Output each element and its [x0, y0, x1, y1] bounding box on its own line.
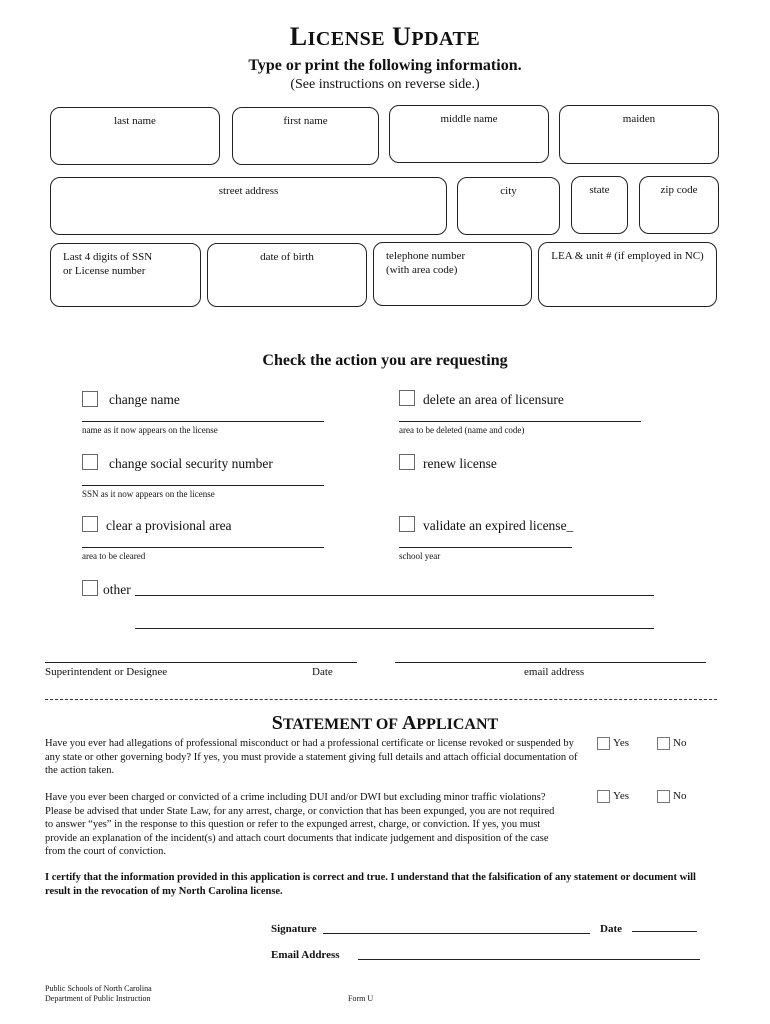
middle-name-field[interactable]: [389, 105, 549, 163]
criminal-yes-checkbox[interactable]: [597, 790, 610, 803]
statement-title: STATEMENT OF APPLICANT: [271, 712, 499, 734]
other-label: other: [103, 582, 131, 597]
form-subtitle: Type or print the following information.: [248, 57, 522, 74]
criminal-no-label: No: [673, 790, 687, 802]
question-criminal-detail: Please be advised that under State Law, for any arrest, charge, or conviction that has been expunged, you are not required to answer “yes” in the response to this question or refer to the expunged arrest, charge, or conviction. If yes, you must provide an explanation of the incident(s) and attach court documents that indicate judgement and disposition of the case from the court of conviction.: [45, 805, 555, 857]
city-field[interactable]: [457, 177, 560, 235]
superintendent-label: Superintendent or Designee: [45, 666, 168, 678]
date-of-birth-label: date of birth: [260, 251, 314, 263]
certification-statement: I certify that the information provided in this application is correct and true. I understand that the falsification of any statement or document will result in the revocation of my North Carolina license.: [45, 872, 696, 897]
last-name-field[interactable]: [50, 107, 220, 165]
maiden-name-field[interactable]: [559, 105, 719, 164]
change-ssn-line[interactable]: [82, 485, 324, 486]
superintendent-signature-line[interactable]: [45, 662, 357, 663]
ssn-input[interactable]: [59, 280, 192, 300]
superintendent-email-label: email address: [524, 666, 585, 678]
superintendent-email-line[interactable]: [395, 662, 706, 663]
clear-provisional-note: area to be cleared: [82, 551, 146, 561]
zip-code-field[interactable]: [639, 176, 719, 234]
delete-area-checkbox[interactable]: [399, 390, 415, 406]
telephone-input[interactable]: [382, 279, 523, 299]
superintendent-date-label: Date: [312, 666, 333, 678]
change-name-note: name as it now appears on the license: [82, 425, 218, 435]
date-of-birth-input[interactable]: [216, 280, 358, 300]
first-name-input[interactable]: [241, 138, 370, 158]
date-of-birth-field[interactable]: [207, 243, 367, 307]
footer-line-2: Department of Public Instruction: [45, 994, 151, 1003]
maiden-name-label: maiden: [622, 113, 656, 125]
state-label: state: [589, 184, 610, 196]
question-misconduct: Have you ever had allegations of professional misconduct or had a professional certificate or license revoked or suspended by any state or other governing body? If yes, you must provide a statement giving full details and attach official documentation of the action taken.: [45, 738, 578, 776]
lea-unit-label: LEA & unit # (if employed in NC): [551, 250, 704, 262]
clear-provisional-checkbox[interactable]: [82, 516, 98, 532]
form-title: LICENSE UPDATE: [289, 22, 481, 51]
validate-expired-label: validate an expired license_: [423, 518, 574, 533]
signature-label: Signature: [271, 923, 317, 935]
misconduct-yes-checkbox[interactable]: [597, 737, 610, 750]
first-name-label: first name: [283, 115, 328, 127]
telephone-label: telephone number (with area code): [386, 250, 466, 276]
first-name-field[interactable]: [232, 107, 379, 165]
other-checkbox[interactable]: [82, 580, 98, 596]
middle-name-input[interactable]: [398, 136, 540, 156]
question-criminal: [45, 791, 590, 859]
city-label: city: [500, 185, 517, 197]
validate-expired-line[interactable]: [399, 547, 572, 548]
clear-provisional-label: clear a provisional area: [106, 518, 232, 533]
change-name-checkbox[interactable]: [82, 391, 98, 407]
form-number: Form U: [348, 994, 374, 1003]
instructions-note: (See instructions on reverse side.): [290, 77, 480, 92]
zip-code-input[interactable]: [648, 207, 710, 227]
change-ssn-label: change social security number: [109, 456, 273, 471]
renew-license-label: renew license: [423, 456, 497, 471]
street-address-label: street address: [218, 185, 279, 197]
delete-area-note: area to be deleted (name and code): [399, 425, 525, 435]
street-address-input[interactable]: [59, 208, 438, 228]
applicant-email-label: Email Address: [271, 949, 340, 961]
misconduct-no-label: No: [673, 737, 687, 749]
signature-date-line[interactable]: [632, 931, 697, 932]
lea-unit-field[interactable]: [538, 242, 717, 307]
criminal-no-checkbox[interactable]: [657, 790, 670, 803]
middle-name-label: middle name: [440, 113, 498, 125]
footer-org: [45, 984, 152, 1004]
validate-expired-note: school year: [399, 551, 441, 561]
change-name-line[interactable]: [82, 421, 324, 422]
last-name-input[interactable]: [59, 138, 211, 158]
renew-license-checkbox[interactable]: [399, 454, 415, 470]
state-input[interactable]: [580, 207, 619, 227]
actions-heading: Check the action you are requesting: [262, 352, 508, 369]
city-input[interactable]: [466, 208, 551, 228]
change-ssn-checkbox[interactable]: [82, 454, 98, 470]
change-ssn-note: SSN as it now appears on the license: [82, 489, 215, 499]
misconduct-no-checkbox[interactable]: [657, 737, 670, 750]
footer-line-1: Public Schools of North Carolina: [45, 984, 152, 993]
clear-provisional-line[interactable]: [82, 547, 324, 548]
ssn-field[interactable]: [50, 243, 201, 307]
delete-area-line[interactable]: [399, 421, 641, 422]
zip-code-label: zip code: [660, 184, 698, 196]
signature-line[interactable]: [323, 933, 590, 934]
misconduct-yes-label: Yes: [613, 737, 630, 749]
applicant-email-line[interactable]: [358, 959, 700, 960]
signature-date-label: Date: [600, 923, 622, 935]
state-field[interactable]: [571, 176, 628, 234]
last-name-label: last name: [114, 115, 156, 127]
change-name-label: change name: [109, 392, 180, 407]
criminal-yes-label: Yes: [613, 790, 630, 802]
lea-unit-input[interactable]: [547, 280, 708, 300]
street-address-field[interactable]: [50, 177, 447, 235]
other-line-2[interactable]: [135, 628, 654, 629]
section-divider: [45, 699, 717, 700]
question-criminal-main: Have you ever been charged or convicted of a crime including DUI and/or DWI but excluding minor traffic violations?: [45, 792, 546, 803]
other-line-1[interactable]: [135, 595, 654, 596]
ssn-label: Last 4 digits of SSN or License number: [63, 251, 153, 277]
telephone-field[interactable]: [373, 242, 532, 306]
validate-expired-checkbox[interactable]: [399, 516, 415, 532]
maiden-name-input[interactable]: [568, 137, 710, 157]
delete-area-label: delete an area of licensure: [423, 392, 564, 407]
